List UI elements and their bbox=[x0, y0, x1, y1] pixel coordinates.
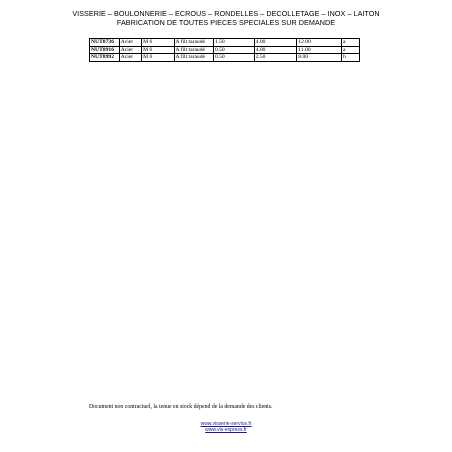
cell-material: Acier bbox=[119, 46, 141, 54]
cell-price: 12.00 bbox=[297, 39, 342, 47]
cell-material: Acier bbox=[119, 54, 141, 62]
products-table bbox=[89, 38, 360, 62]
cell-material: Acier bbox=[119, 39, 141, 47]
cell-class: b bbox=[341, 54, 359, 62]
footer-links bbox=[0, 421, 452, 433]
cell-dimension: M 6 bbox=[142, 39, 174, 47]
cell-price: 8.00 bbox=[297, 54, 342, 62]
link-vis-express[interactable]: www.vis-express.fr bbox=[205, 427, 247, 433]
header-line-fabrication: FABRICATION DE TOUTES PIECES SPECIALES SUR DEMANDE bbox=[116, 17, 336, 27]
cell-stock: 4.00 bbox=[254, 46, 297, 54]
cell-type: A filt taraudé bbox=[174, 54, 213, 62]
cell-dimension: M 6 bbox=[142, 46, 174, 54]
link-visserie-service[interactable]: www.visserie-service.fr bbox=[200, 421, 252, 427]
header-line-products: VISSERIE – BOULONNERIE – ECROUS – RONDELLES – DECOLLETAGE – INOX – LAITON bbox=[72, 9, 380, 18]
cell-dimension: M 6 bbox=[142, 54, 174, 62]
page-header bbox=[0, 10, 452, 27]
table-row bbox=[90, 54, 360, 62]
cell-type: A filt taraudé bbox=[174, 46, 213, 54]
cell-reference: NUT8736 bbox=[90, 39, 120, 47]
disclaimer-note: Document non contractuel, la tenue en stock dépend de la demande des clients. bbox=[89, 404, 273, 410]
cell-reference: NUT8916 bbox=[90, 46, 120, 54]
cell-price: 11.00 bbox=[297, 46, 342, 54]
table-row bbox=[90, 46, 360, 54]
cell-length: 1.50 bbox=[213, 39, 254, 47]
cell-type: A filt taraudé bbox=[174, 39, 213, 47]
cell-stock: 2.50 bbox=[254, 54, 297, 62]
cell-stock: 4.00 bbox=[254, 39, 297, 47]
cell-length: 0.50 bbox=[213, 54, 254, 62]
cell-length: 0.50 bbox=[213, 46, 254, 54]
cell-class: a bbox=[341, 39, 359, 47]
cell-class: a bbox=[341, 46, 359, 54]
table-row bbox=[90, 39, 360, 47]
cell-reference: NUT8992 bbox=[90, 54, 120, 62]
